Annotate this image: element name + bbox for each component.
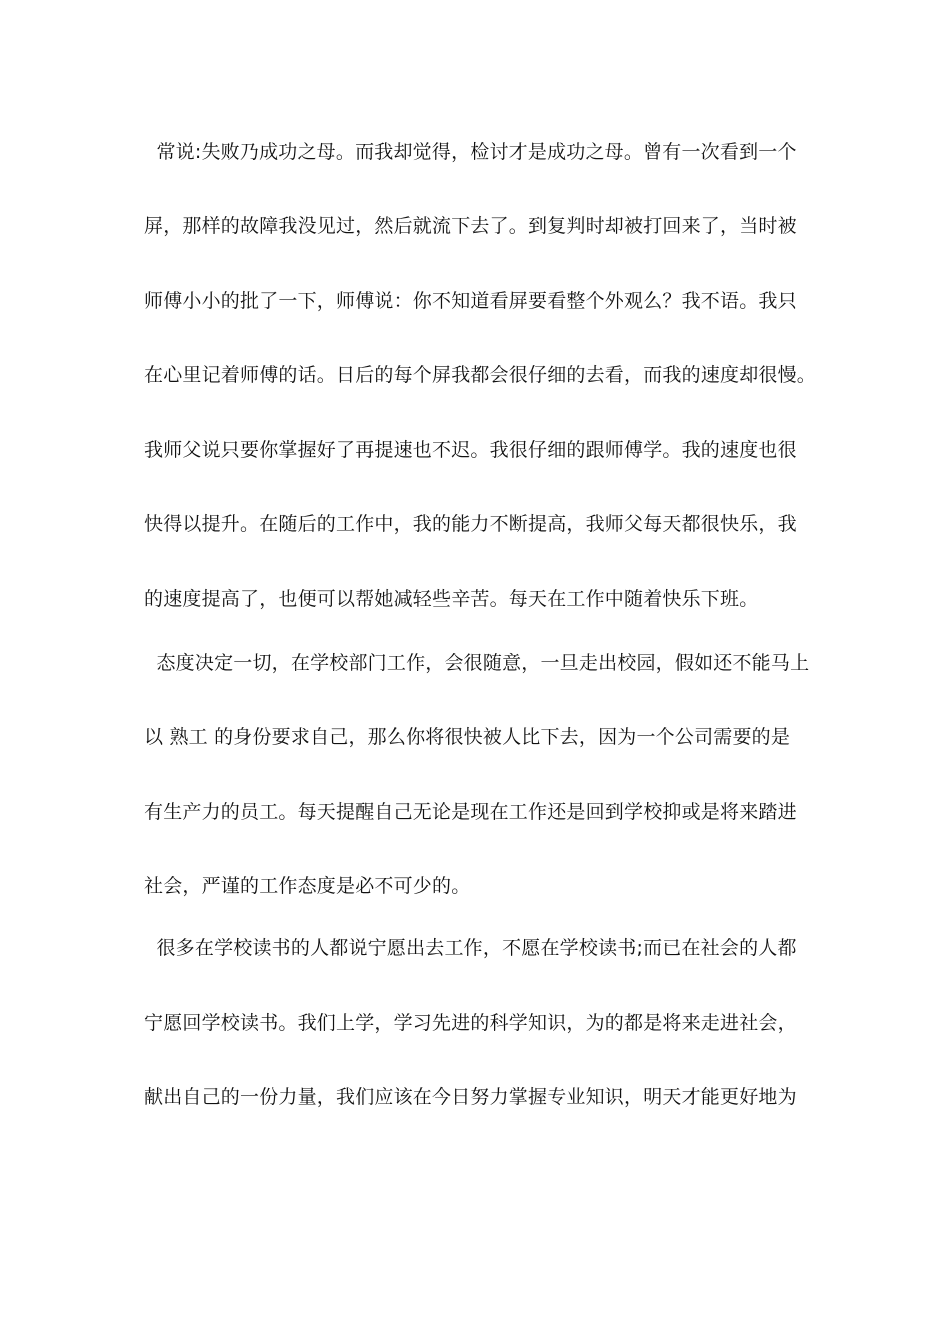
paragraph-1-line-2: 屏，那样的故障我没见过，然后就流下去了。到复判时却被打回来了，当时被 bbox=[144, 215, 797, 237]
paragraph-3-line-2: 宁愿回学校读书。我们上学，学习先进的科学知识，为的都是将来走进社会， bbox=[144, 1012, 797, 1034]
paragraph-1-line-6: 快得以提升。在随后的工作中，我的能力不断提高，我师父每天都很快乐，我 bbox=[144, 513, 797, 535]
paragraph-1-line-5: 我师父说只要你掌握好了再提速也不迟。我很仔细的跟师傅学。我的速度也很 bbox=[144, 439, 797, 461]
paragraph-2-line-2: 以 熟工 的身份要求自己，那么你将很快被人比下去，因为一个公司需要的是 bbox=[144, 726, 791, 748]
paragraph-2-line-1: 态度决定一切，在学校部门工作，会很随意，一旦走出校园，假如还不能马上 bbox=[144, 652, 810, 674]
paragraph-3-line-1: 很多在学校读书的人都说宁愿出去工作，不愿在学校读书;而已在社会的人都 bbox=[144, 937, 797, 959]
paragraph-1-line-7: 的速度提高了，也便可以帮她减轻些辛苦。每天在工作中随着快乐下班。 bbox=[144, 588, 759, 610]
paragraph-3-line-3: 献出自己的一份力量，我们应该在今日努力掌握专业知识，明天才能更好地为 bbox=[144, 1086, 797, 1108]
paragraph-2-line-4: 社会，严谨的工作态度是必不可少的。 bbox=[144, 875, 471, 897]
paragraph-2-line-3: 有生产力的员工。每天提醒自己无论是现在工作还是回到学校抑或是将来踏进 bbox=[144, 801, 797, 823]
paragraph-1-line-3: 师傅小小的批了一下，师傅说：你不知道看屏要看整个外观么？我不语。我只 bbox=[144, 290, 797, 312]
paragraph-1-line-1: 常说:失败乃成功之母。而我却觉得，检讨才是成功之母。曾有一次看到一个 bbox=[144, 141, 797, 163]
paragraph-1-line-4: 在心里记着师傅的话。日后的每个屏我都会很仔细的去看，而我的速度却很慢。 bbox=[144, 364, 817, 386]
